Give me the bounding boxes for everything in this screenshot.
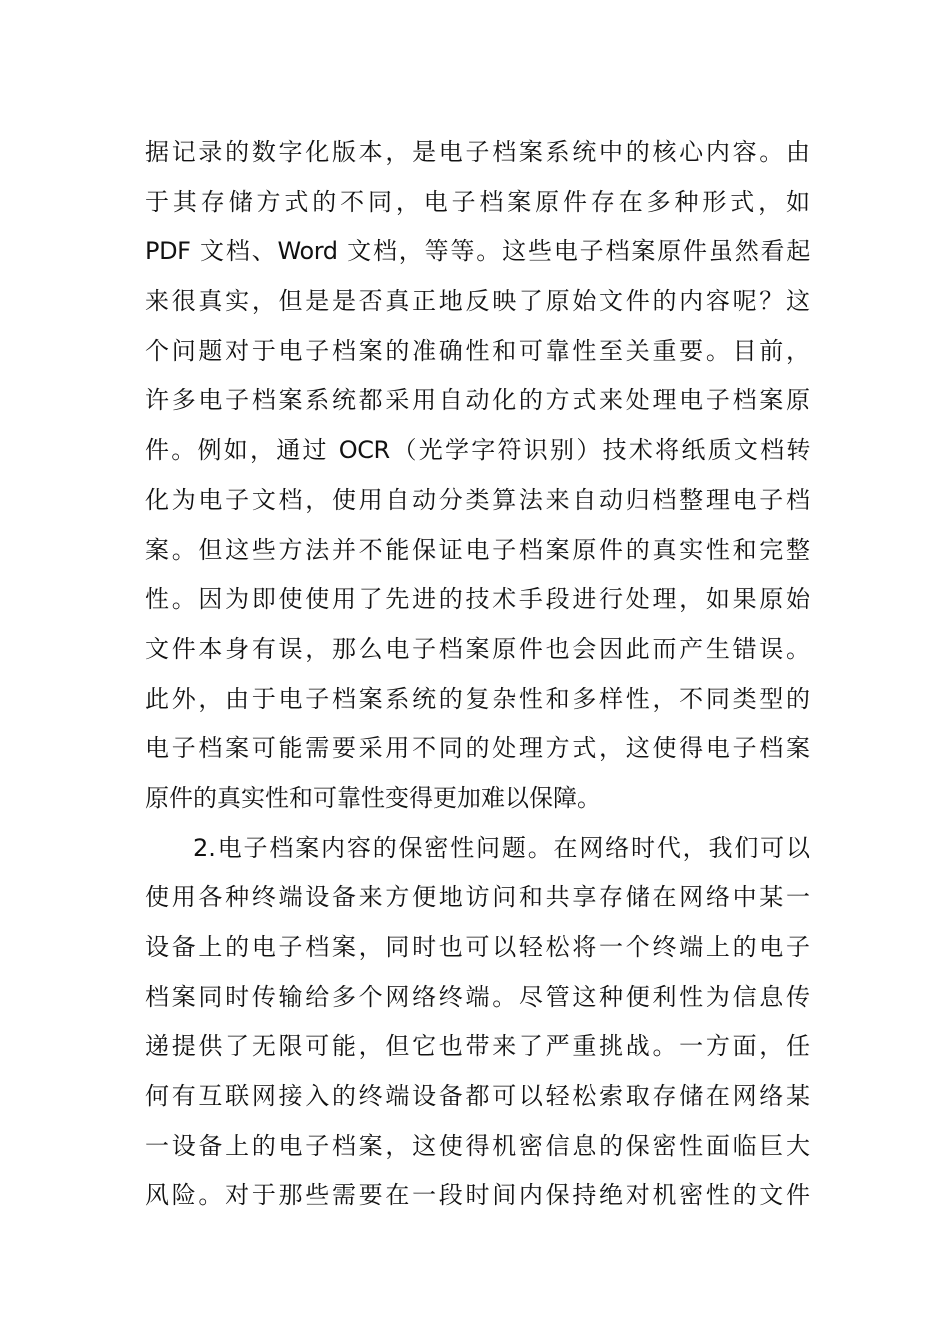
text-line: 递提供了无限可能，但它也带来了严重挑战。一方面，任 xyxy=(145,1032,810,1061)
text-line: 一设备上的电子档案，这使得机密信息的保密性面临巨大 xyxy=(145,1131,810,1160)
text-line: 于其存储方式的不同，电子档案原件存在多种形式，如 xyxy=(145,187,810,216)
text-line: PDF 文档、Word 文档，等等。这些电子档案原件虽然看起 xyxy=(145,237,810,266)
text-line: 2.电子档案内容的保密性问题。在网络时代，我们可以 xyxy=(193,833,810,862)
text-line: 文件本身有误，那么电子档案原件也会因此而产生错误。 xyxy=(145,634,810,663)
paragraph-1 xyxy=(145,128,810,824)
text-line: 件。例如，通过 OCR（光学字符识别）技术将纸质文档转 xyxy=(145,436,810,465)
text-line: 此外，由于电子档案系统的复杂性和多样性，不同类型的 xyxy=(145,684,810,713)
text-line: 许多电子档案系统都采用自动化的方式来处理电子档案原 xyxy=(145,386,810,415)
text-line: 来很真实，但是是否真正地反映了原始文件的内容呢？这 xyxy=(145,287,810,316)
body-text xyxy=(145,128,810,1221)
paragraph-2 xyxy=(145,824,810,1222)
text-line: 化为电子文档，使用自动分类算法来自动归档整理电子档 xyxy=(145,485,810,514)
text-line: 案。但这些方法并不能保证电子档案原件的真实性和完整 xyxy=(145,535,810,564)
text-line: 风险。对于那些需要在一段时间内保持绝对机密性的文件 xyxy=(145,1181,810,1210)
text-line: 档案同时传输给多个网络终端。尽管这种便利性为信息传 xyxy=(145,982,810,1011)
text-line: 个问题对于电子档案的准确性和可靠性至关重要。目前， xyxy=(145,336,810,365)
text-line: 设备上的电子档案，同时也可以轻松将一个终端上的电子 xyxy=(145,933,810,961)
text-line: 使用各种终端设备来方便地访问和共享存储在网络中某一 xyxy=(145,883,810,912)
text-line: 原件的真实性和可靠性变得更加难以保障。 xyxy=(145,783,601,812)
text-line: 据记录的数字化版本，是电子档案系统中的核心内容。由 xyxy=(145,138,810,166)
text-line: 何有互联网接入的终端设备都可以轻松索取存储在网络某 xyxy=(145,1082,810,1111)
text-line: 性。因为即使使用了先进的技术手段进行处理，如果原始 xyxy=(145,585,810,614)
text-line: 电子档案可能需要采用不同的处理方式，这使得电子档案 xyxy=(145,734,810,763)
